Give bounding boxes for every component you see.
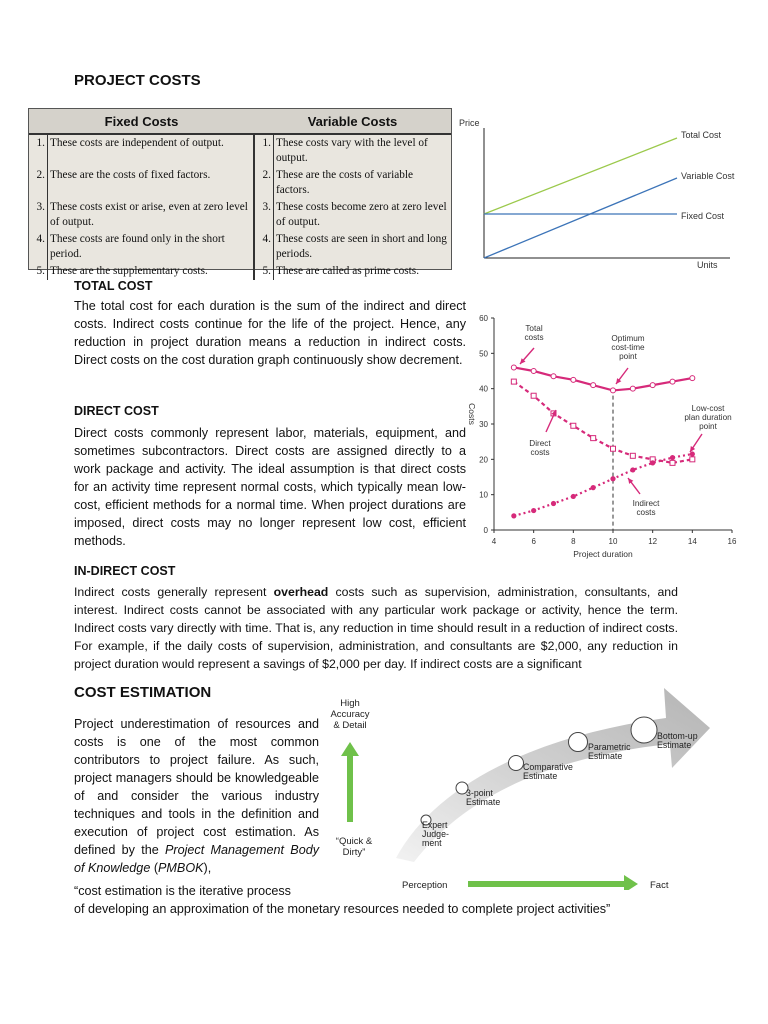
indirect-text-bold: overhead	[273, 585, 329, 599]
cost-table-row	[29, 231, 451, 263]
indirect-costs-point	[670, 455, 675, 460]
fixed-costs-header: Fixed Costs	[29, 109, 254, 134]
x-tick-label: 4	[491, 537, 497, 546]
fixed-cost-cell: These costs exist or arise, even at zero level of output.	[50, 201, 248, 228]
price-units-chart	[455, 108, 745, 272]
estimation-accuracy-diagram	[326, 684, 726, 890]
total-cost-label: Total Cost	[681, 130, 722, 140]
cost-table-row	[29, 167, 451, 199]
quote-line-1: “cost estimation is the iterative process	[74, 884, 291, 898]
fixed-cost-cell: These costs are independent of output.	[50, 137, 224, 149]
vertical-arrow-head	[341, 742, 359, 756]
fixed-cost-cell: These are the costs of fixed factors.	[50, 169, 211, 181]
cost-table-row	[29, 199, 451, 231]
cost-table-row	[29, 134, 451, 167]
x-tick-label: 14	[687, 537, 697, 546]
direct-annotation: Direct costs	[529, 439, 551, 457]
bottom-up-estimate-point	[631, 717, 657, 743]
total-annotation: Total costs	[524, 324, 544, 342]
y-tick-label: 50	[479, 349, 488, 359]
cost-table-row	[29, 263, 451, 280]
pmbok-full-name: Project Management Body of Knowledge	[74, 843, 320, 875]
fixed-row-number: 4.	[29, 231, 48, 263]
indirect-costs-point	[511, 513, 516, 518]
fixed-cost-label: Fixed Cost	[681, 211, 725, 221]
price-axis-label: Price	[459, 118, 480, 128]
total-costs-point	[650, 383, 655, 388]
indirect-costs-point	[531, 508, 536, 513]
optimum-annotation: Optimum cost-time point	[611, 334, 645, 361]
direct-costs-point	[611, 446, 616, 451]
y-tick-label: 60	[479, 314, 488, 323]
direct-costs-point	[511, 379, 516, 384]
x-axis-title: Project duration	[573, 549, 633, 559]
total-costs-point	[670, 379, 675, 384]
variable-cost-label: Variable Cost	[681, 171, 735, 181]
total-costs-point	[511, 365, 516, 370]
variable-costs-header: Variable Costs	[254, 109, 451, 134]
variable-cost-line	[484, 178, 677, 258]
direct-costs-point	[571, 423, 576, 428]
direct-costs-point	[591, 436, 596, 441]
indirect-text-before: Indirect costs generally represent	[74, 585, 274, 599]
cost-estimation-paragraph	[74, 715, 319, 877]
comparative-label: Comparative Estimate	[523, 762, 573, 781]
x-tick-label: 12	[648, 537, 658, 546]
paren-open: (	[150, 861, 159, 875]
direct-cost-heading: DIRECT COST	[74, 404, 159, 418]
units-axis-label: Units	[697, 260, 718, 270]
indirect-cost-paragraph	[74, 583, 678, 673]
x-tick-label: 8	[571, 537, 576, 546]
perception-label: Perception	[402, 880, 448, 890]
y-tick-label: 40	[479, 384, 488, 394]
total-cost-paragraph: The total cost for each duration is the sum of the indirect and direct costs. Indirect costs continue for the life of the project. Hence, any reduction in project duration means a reduction in indirect costs. Direct costs on the cost duration graph continuously show decrement.	[74, 299, 466, 367]
cost-estimation-heading: COST ESTIMATION	[74, 684, 212, 701]
bottom-up-label: Bottom-up Estimate	[657, 731, 698, 750]
total-costs-point	[591, 383, 596, 388]
total-costs-point	[551, 374, 556, 379]
indirect-text-after: costs such as supervision, administration, consultants, and interest. Indirect costs cannot be associated with any particular work package or activity, hence the term. Indirect costs vary directly with time. That is, any reduction in time should result in a reduction of indirect costs. For example, if the daily costs of supervision, administration, and consultants are $2,000, any reduction in project duration would represent a savings of $2,000 per day. If indirect costs are a significant	[74, 585, 678, 671]
variable-cost-cell: These costs vary with the level of output.	[275, 137, 428, 164]
fixed-variable-table	[28, 108, 452, 277]
high-accuracy-label: High Accuracy & Detail	[330, 698, 370, 731]
variable-row-number: 2.	[254, 167, 274, 199]
low-cost-annotation: Low-cost plan duration point	[684, 404, 732, 431]
page-title: PROJECT COSTS	[74, 72, 201, 89]
fixed-row-number: 3.	[29, 199, 48, 231]
three-point-label: 3-point Estimate	[466, 788, 501, 807]
direct-costs-point	[531, 393, 536, 398]
variable-cost-cell: These costs are seen in short and long periods.	[275, 233, 447, 260]
total-costs-point	[630, 386, 635, 391]
total-costs-point	[611, 388, 616, 393]
direct-costs-point	[690, 457, 695, 462]
indirect-costs-line	[514, 454, 693, 516]
variable-cost-cell: These are called as prime costs.	[275, 265, 420, 277]
comparative-estimate-point	[509, 756, 524, 771]
parametric-estimate-point	[569, 733, 588, 752]
quote-line-2: of developing an approximation of the monetary resources needed to complete project activities”	[74, 902, 611, 916]
fixed-row-number: 2.	[29, 167, 48, 199]
parametric-label: Parametric Estimate	[588, 742, 631, 761]
direct-costs-point	[670, 460, 675, 465]
y-tick-label: 0	[483, 526, 488, 535]
indirect-costs-point	[630, 467, 635, 472]
total-costs-point	[690, 376, 695, 381]
x-tick-label: 16	[727, 537, 737, 546]
indirect-costs-point	[551, 501, 556, 506]
paren-close: ),	[203, 861, 212, 875]
y-tick-label: 30	[479, 420, 488, 429]
indirect-cost-heading: IN-DIRECT COST	[74, 564, 176, 578]
direct-cost-paragraph: Direct costs commonly represent labor, materials, equipment, and sometimes subcontractors. Direct costs are assigned directly to a work package and activity. The ideal assumption is that direct costs for an activity time represent normal costs, which typically mean low-cost, efficient methods for a normal time. When project durations are imposed, direct costs may no longer represent low cost, efficient methods.	[74, 426, 466, 548]
indirect-annotation: Indirect costs	[632, 499, 660, 517]
variable-row-number: 3.	[254, 199, 274, 231]
total-costs-point	[531, 369, 536, 374]
variable-row-number: 1.	[254, 134, 274, 167]
y-tick-label: 20	[479, 455, 488, 465]
indirect-costs-point	[610, 476, 615, 481]
horizontal-arrow-head	[624, 875, 638, 890]
x-tick-label: 6	[531, 537, 536, 546]
total-cost-line	[484, 138, 677, 214]
total-costs-point	[571, 377, 576, 382]
quick-dirty-label: “Quick & Dirty”	[335, 836, 373, 858]
variable-cost-cell: These costs become zero at zero level of output.	[275, 201, 447, 228]
total-costs-line	[514, 367, 693, 390]
y-axis-title: Costs	[467, 403, 477, 425]
fixed-cost-cell: These are the supplementary costs.	[50, 265, 208, 277]
fixed-row-number: 5.	[29, 263, 48, 280]
y-tick-label: 10	[479, 490, 488, 500]
x-tick-label: 10	[608, 537, 618, 546]
variable-row-number: 4.	[254, 231, 274, 263]
fixed-row-number: 1.	[29, 134, 48, 167]
direct-costs-point	[630, 453, 635, 458]
cost-estimation-text: Project underestimation of resources and costs is one of the most common contributors to project failure. As such, project managers should be knowledgeable of and consider the various industry techniques and tools in the definition and execution of project cost estimation. As defined by the	[74, 717, 319, 857]
fixed-cost-cell: These costs are found only in the short period.	[50, 233, 225, 260]
fact-label: Fact	[650, 880, 669, 890]
variable-cost-cell: These are the costs of variable factors.	[275, 169, 414, 196]
indirect-costs-point	[571, 494, 576, 499]
cost-duration-chart	[450, 306, 750, 568]
expert-judgement-label: Expert Judge-ment	[422, 820, 449, 848]
indirect-costs-point	[591, 485, 596, 490]
total-cost-heading: TOTAL COST	[74, 279, 153, 293]
indirect-costs-point	[650, 460, 655, 465]
pmbok-abbrev: PMBOK	[158, 861, 204, 875]
variable-row-number: 5.	[254, 263, 274, 280]
